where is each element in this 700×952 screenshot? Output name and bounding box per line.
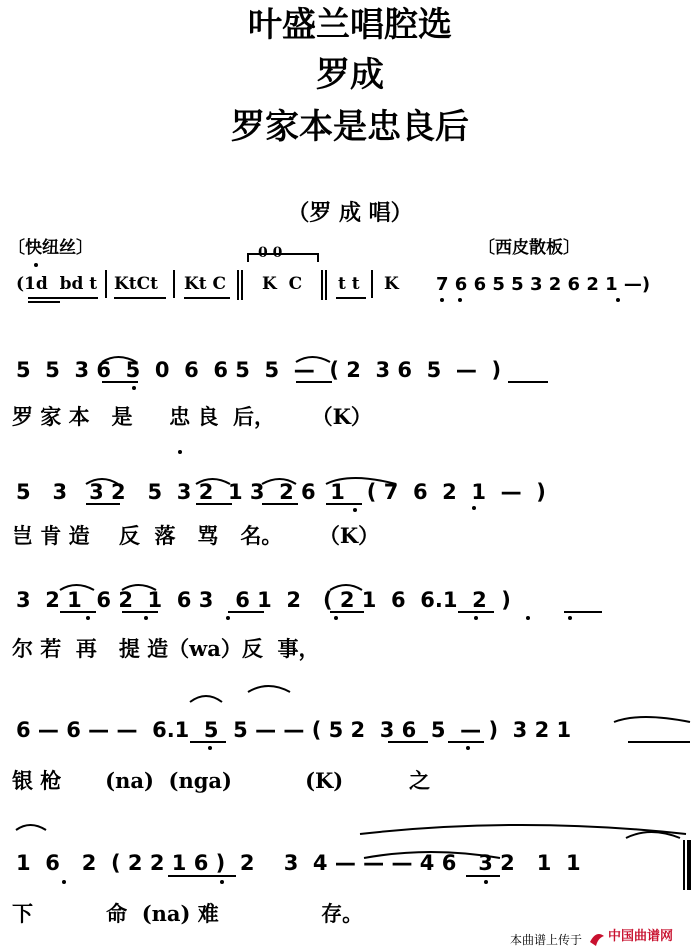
collection-title: 叶盛兰唱腔选	[248, 5, 452, 45]
slur	[60, 585, 94, 590]
lyrics-line-2: 岂 肯 造 反 落 骂 名。 （K）	[12, 523, 380, 548]
role-title: 罗成	[316, 55, 384, 95]
upload-note: 本曲谱上传于	[510, 933, 583, 947]
slur	[262, 479, 296, 484]
lyrics-line-1: 罗 家 本 是 忠 良 后， （K）	[12, 404, 372, 429]
tempo-label-xipi-sanban: 〔西皮散板〕	[478, 238, 580, 258]
slur	[122, 585, 156, 590]
octave-dot	[208, 746, 212, 750]
octave-dot	[466, 746, 470, 750]
octave-dot	[144, 616, 148, 620]
melody-intro: 7 6 6 5 5 3 2 6 2 1 —)	[436, 274, 651, 295]
repeat-marker: 0 0	[258, 245, 283, 261]
percussion-5: t t	[338, 274, 360, 294]
octave-dot	[226, 616, 230, 620]
slur	[196, 479, 230, 484]
singer-note: （罗 成 唱）	[287, 200, 413, 226]
notes-line-4: 6 — 6 — — 6.1 5 5 — — ( 5 2 3 6 5 — ) 3 2 1	[16, 718, 572, 742]
slur	[190, 696, 222, 702]
percussion-3: Kt C	[184, 274, 227, 294]
octave-dot	[132, 386, 136, 390]
tempo-label-kuainiusi: 〔快纽丝〕	[8, 238, 93, 258]
notes-line-3: 3 2 1 6 2 1 6 3 6 1 2 ( 2 1 6 6.1 2 )	[16, 588, 511, 612]
octave-dot	[458, 298, 462, 302]
octave-dot	[472, 506, 476, 510]
octave-dot	[526, 616, 530, 620]
slur	[326, 478, 396, 484]
octave-dot	[440, 298, 444, 302]
percussion-1: (1d bd t	[16, 274, 98, 294]
slur	[102, 357, 136, 362]
lyrics-line-5: 下 命 (na) 难 存。	[12, 901, 364, 926]
percussion-2: KtCt	[114, 274, 159, 294]
octave-dot	[178, 450, 182, 454]
octave-dot	[474, 616, 478, 620]
song-title: 罗家本是忠良后	[231, 107, 469, 147]
octave-dot	[34, 263, 38, 267]
lyrics-line-4: 银 枪 (na) (nga) (K) 之	[12, 768, 431, 793]
site-logo	[588, 928, 696, 950]
percussion-4: K C	[262, 274, 303, 294]
lyrics-line-3: 尔 若 再 提 造（wa）反 事，	[12, 636, 320, 661]
logo-flame-icon	[590, 934, 604, 946]
octave-dot	[568, 616, 572, 620]
octave-dot	[484, 880, 488, 884]
octave-dot	[334, 616, 338, 620]
slur	[614, 717, 690, 722]
octave-dot	[86, 616, 90, 620]
slur	[248, 686, 290, 692]
slur	[16, 825, 46, 830]
octave-dot	[220, 880, 224, 884]
notes-line-5: 1 6 2 ( 2 2 1 6 ) 2 3 4 — — — 4 6 3 2 1 1	[16, 851, 581, 875]
slur	[364, 852, 500, 858]
slur	[360, 825, 686, 834]
octave-dot	[62, 880, 66, 884]
octave-dot	[616, 298, 620, 302]
site-name: 中国曲谱网	[608, 929, 674, 944]
percussion-6: K	[384, 274, 399, 294]
octave-dot	[353, 508, 357, 512]
notes-line-1: 5 5 3 6 5 0 6 6 5 5 — ( 2 3 6 5 — )	[16, 358, 502, 382]
slur	[86, 479, 118, 484]
repeat-bracket	[248, 254, 318, 262]
slur	[330, 585, 362, 590]
notes-line-2: 5 3 3 2 5 3 2 1 3 2 6 1 ( 7 6 2 1 — )	[16, 480, 546, 504]
slur	[296, 357, 330, 362]
